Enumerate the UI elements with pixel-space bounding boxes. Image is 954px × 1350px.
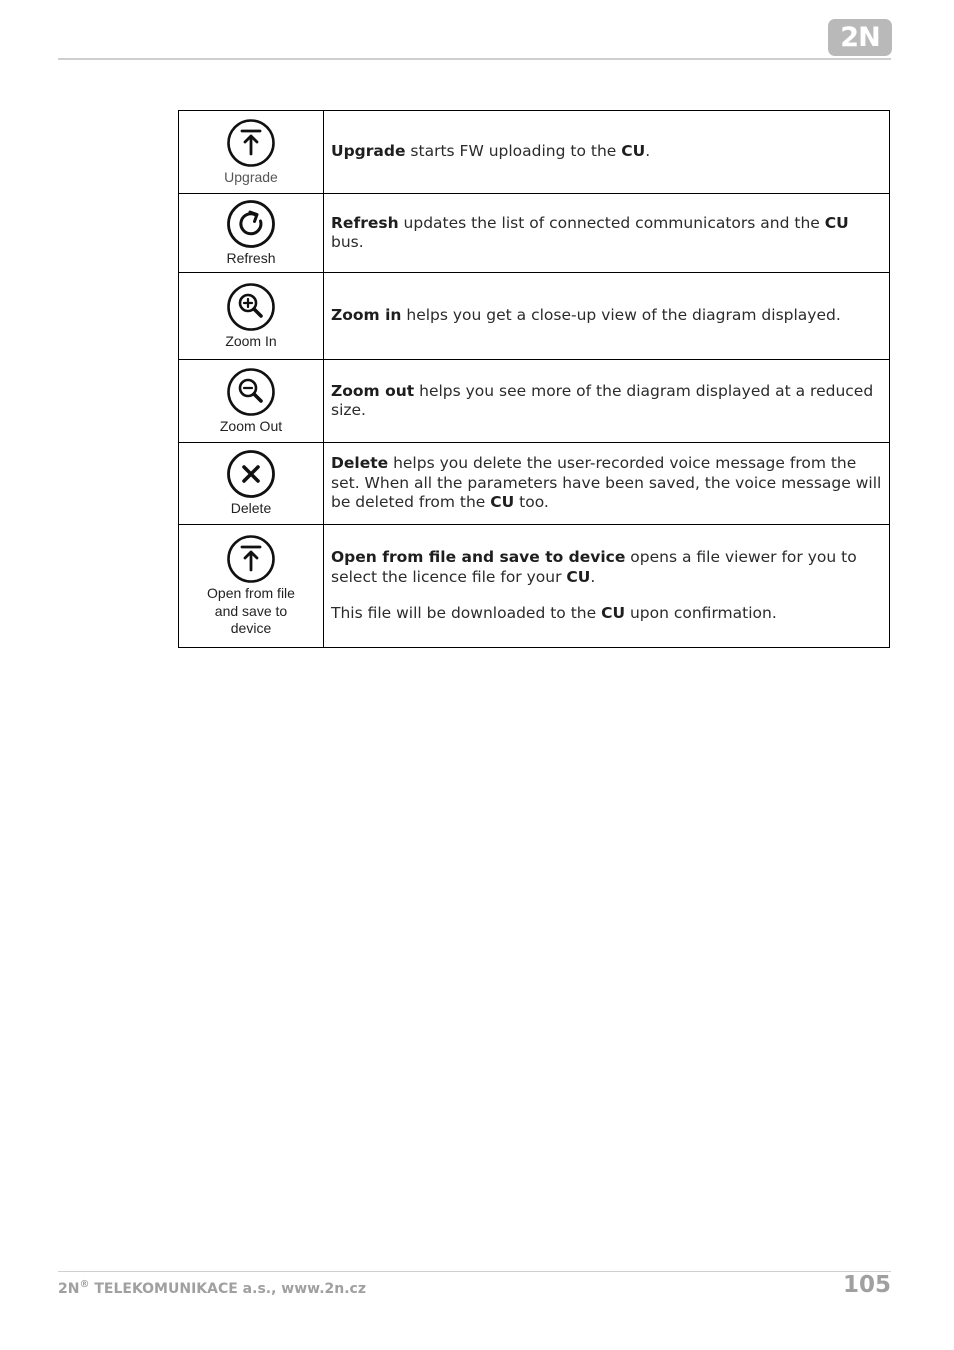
- table-row: [179, 273, 890, 360]
- refresh-button[interactable]: [226, 199, 276, 268]
- zoom-out-icon: [226, 367, 276, 417]
- icon-label: Upgrade: [224, 168, 278, 185]
- icon-label: Zoom In: [225, 332, 277, 349]
- cu-term: CU: [566, 567, 591, 586]
- description-text: upon confirmation.: [625, 604, 777, 623]
- description-text: helps you delete the user-recorded voice message from the set. When all the parameters have been saved, the voice message will be deleted from the: [331, 454, 882, 512]
- description-text: .: [590, 567, 596, 586]
- refresh-icon: [226, 199, 276, 249]
- description-text: too.: [514, 493, 549, 512]
- upload-icon: [226, 534, 276, 584]
- delete-icon: [226, 449, 276, 499]
- description-cell: [324, 194, 890, 273]
- description-text: .: [645, 142, 651, 161]
- term: Zoom in: [331, 306, 402, 325]
- cu-term: CU: [601, 604, 626, 623]
- description-cell: [324, 111, 890, 194]
- upgrade-button[interactable]: [224, 118, 278, 187]
- term: Refresh: [331, 213, 399, 232]
- table-row: [179, 443, 890, 525]
- footer-divider: [58, 1271, 891, 1272]
- icon-label-line: device: [230, 620, 272, 637]
- toolbar-icons-table: [178, 110, 890, 648]
- open-from-file-button[interactable]: [207, 534, 295, 638]
- description-text: helps you get a close-up view of the diagram displayed.: [401, 306, 841, 325]
- footer-company: [58, 1279, 366, 1297]
- zoom-in-icon: [226, 282, 276, 332]
- table-row: [179, 360, 890, 443]
- description-cell: [324, 443, 890, 525]
- cu-term: CU: [490, 493, 515, 512]
- icon-cell: [179, 194, 324, 273]
- icon-cell: [179, 525, 324, 648]
- zoom-out-button[interactable]: [220, 367, 282, 436]
- description-cell: [324, 525, 890, 648]
- zoom-in-button[interactable]: [225, 282, 276, 351]
- description-cell: [324, 360, 890, 443]
- upload-icon: [226, 118, 276, 168]
- description-text: This file will be downloaded to the: [331, 604, 602, 623]
- term: Open from file and save to device: [331, 548, 626, 567]
- icon-label-line: Open from file: [207, 585, 295, 602]
- icon-cell: [179, 360, 324, 443]
- term: Zoom out: [331, 381, 415, 400]
- icon-label: Refresh: [226, 249, 276, 266]
- table-row: [179, 525, 890, 648]
- table-row: [179, 194, 890, 273]
- header-divider: [58, 58, 891, 60]
- icon-label-line: and save to: [214, 602, 288, 619]
- term: Delete: [331, 454, 389, 473]
- logo-text: 2N: [840, 22, 880, 53]
- description-text: updates the list of connected communicators and the: [398, 213, 825, 232]
- table-row: [179, 111, 890, 194]
- delete-button[interactable]: [226, 449, 276, 518]
- cu-term: CU: [824, 213, 849, 232]
- term: Upgrade: [331, 142, 406, 161]
- icon-cell: [179, 443, 324, 525]
- description-text: opens a file viewer for you to select the licence file for your: [331, 548, 857, 586]
- footer-brand: 2N: [58, 1281, 80, 1297]
- icon-label: Zoom Out: [219, 417, 283, 434]
- 2n-logo: [828, 19, 892, 56]
- icon-cell: [179, 273, 324, 360]
- page-number: 105: [842, 1272, 891, 1298]
- footer-company-text: TELEKOMUNIKACE a.s., www.2n.cz: [89, 1281, 366, 1297]
- description-cell: [324, 273, 890, 360]
- description-text: starts FW uploading to the: [405, 142, 622, 161]
- description-text: helps you see more of the diagram displayed at a reduced size.: [331, 381, 874, 419]
- description-text: bus.: [331, 233, 364, 251]
- cu-term: CU: [621, 142, 646, 161]
- icon-cell: [179, 111, 324, 194]
- icon-label: Delete: [230, 500, 272, 517]
- registered-mark: ®: [79, 1279, 90, 1290]
